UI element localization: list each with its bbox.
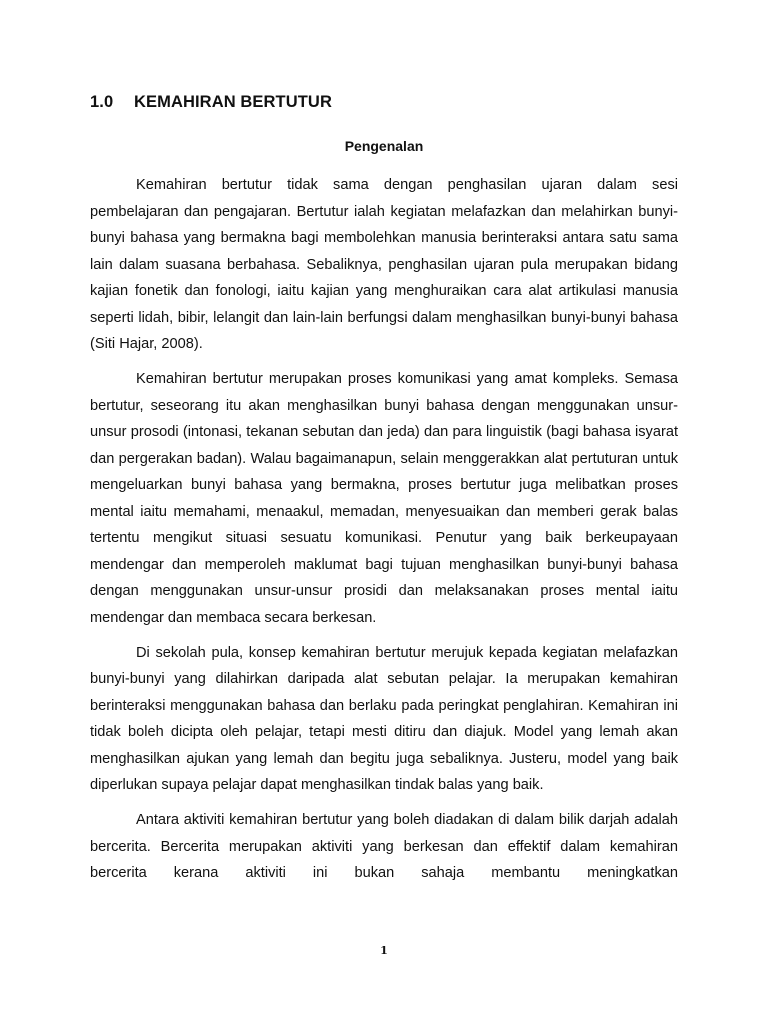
body-text — [90, 172, 678, 895]
section-number: 1.0 — [90, 93, 114, 111]
page-number: 1 — [380, 944, 388, 957]
section-heading — [90, 93, 332, 112]
paragraph: Kemahiran bertutur merupakan proses komunikasi yang amat kompleks. Semasa bertutur, seseorang itu akan menghasilkan bunyi bahasa dengan menggunakan unsur-unsur prosodi (intonasi, tekanan sebutan dan jeda) dan para linguistik (bagi bahasa isyarat dan pergerakan badan). Walau bagaimanapun, selain menggerakkan alat pertuturan untuk mengeluarkan bunyi bahasa yang bermakna, proses bertutur juga melibatkan proses mental iaitu memahami, menaakul, memadan, menyesuaikan dan memberi gerak balas tertentu mengikut situasi sesuatu komunikasi. Penutur yang baik berkeupayaan mendengar dan memperoleh maklumat bagi tujuan menghasilkan bunyi-bunyi bahasa dengan menggunakan unsur-unsur prosidi dan melaksanakan proses mental iaitu mendengar dan membaca secara berkesan. — [90, 371, 678, 626]
section-title: KEMAHIRAN BERTUTUR — [134, 93, 332, 111]
subtitle: Pengenalan — [344, 138, 424, 154]
paragraph: Di sekolah pula, konsep kemahiran bertutur merujuk kepada kegiatan melafazkan bunyi-bunyi yang dilahirkan daripada alat sebutan pelajar. Ia merupakan kemahiran berinteraksi menggunakan bahasa dan berlaku pada peringkat penglahiran. Kemahiran ini tidak boleh dicipta oleh pelajar, tetapi mesti ditiru dan diajuk. Model yang lemah akan menghasilkan ajukan yang lemah dan begitu juga sebaliknya. Justeru, model yang baik diperlukan supaya pelajar dapat menghasilkan tindak balas yang baik. — [90, 644, 678, 793]
paragraph: Antara aktiviti kemahiran bertutur yang boleh diadakan di dalam bilik darjah adalah bercerita. Bercerita merupakan aktiviti yang berkesan dan effektif dalam kemahiran bercerita kerana aktiviti ini bukan sahaja membantu meningkatkan — [90, 812, 678, 881]
paragraph: Kemahiran bertutur tidak sama dengan penghasilan ujaran dalam sesi pembelajaran dan pengajaran. Bertutur ialah kegiatan melafazkan dan melahirkan bunyi-bunyi bahasa yang bermakna bagi membolehkan manusia berinteraksi antara satu sama lain dalam suasana berbahasa. Sebaliknya, penghasilan ujaran pula merupakan bidang kajian fonetik dan fonologi, iaitu kajian yang menghuraikan cara alat artikulasi manusia seperti lidah, bibir, lelangit dan lain-lain berfungsi dalam menghasilkan bunyi-bunyi bahasa (Siti Hajar, 2008). — [90, 177, 678, 352]
